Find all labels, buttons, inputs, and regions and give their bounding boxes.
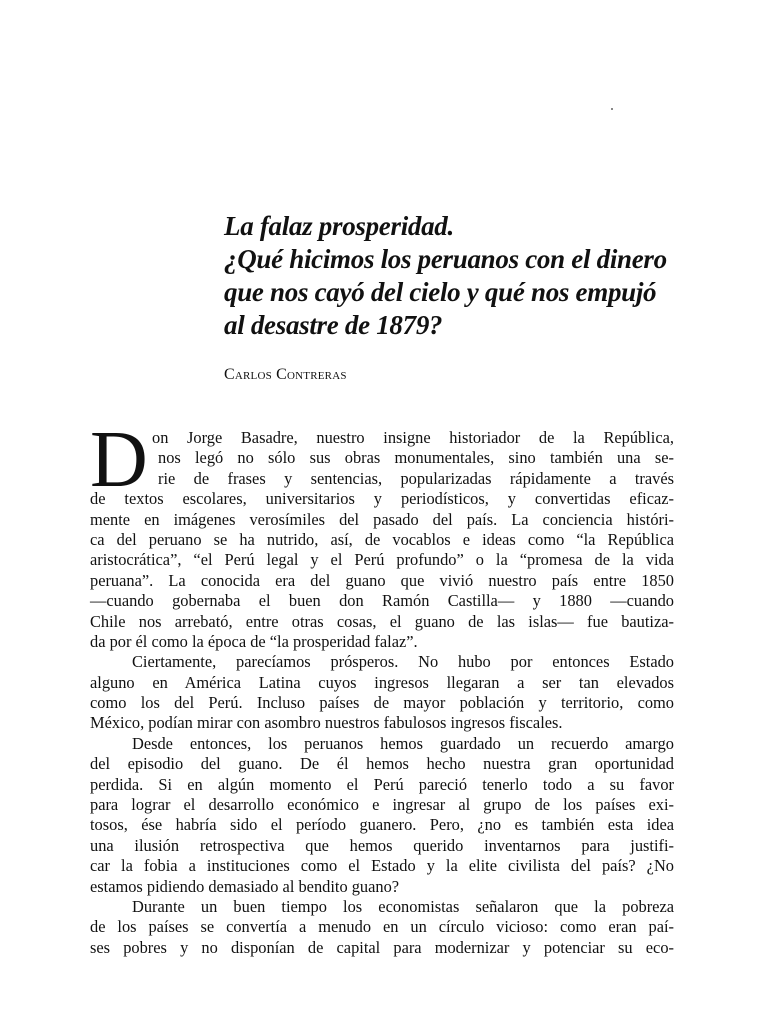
title-line: al desastre de 1879? [224, 310, 443, 340]
body-line: peruana”. La conocida era del guano que vivió nuestro país entre 1850 [90, 570, 674, 590]
body-line: para lograr el desarrollo económico e ingresar al grupo de los países exi- [90, 795, 674, 815]
body-line: estamos pidiendo demasiado al bendito guano? [90, 876, 400, 896]
title-line: La falaz prosperidad. [224, 211, 454, 241]
article-body [90, 416, 674, 958]
page-speck [611, 108, 613, 110]
body-line: de textos escolares, universitarios y periodísticos, y convertidas eficaz- [90, 489, 674, 509]
body-line: rie de frases y sentencias, popularizadas rápidamente a través [158, 468, 674, 488]
body-line: Durante un buen tiempo los economistas señalaron que la pobreza [132, 896, 674, 916]
title-line: ¿Qué hicimos los peruanos con el dinero [224, 244, 667, 274]
body-line: aristocrática”, “el Perú legal y el Perú profundo” o la “promesa de la vida [90, 550, 674, 570]
body-line: México, podían mirar con asombro nuestros fabulosos ingresos fiscales. [90, 713, 563, 733]
body-line: car la fobia a instituciones como el Estado y la elite civilista del país? ¿No [90, 856, 674, 876]
body-line: una ilusión retrospectiva que hemos querido inventarnos para justifi- [90, 835, 674, 855]
body-line: de los países se convertía a menudo en un círculo vicioso: como eran paí- [90, 917, 674, 937]
body-line: ca del peruano se ha nutrido, así, de vocablos e ideas como “la República [90, 529, 674, 549]
body-line: —cuando gobernaba el buen don Ramón Castilla— y 1880 —cuando [90, 591, 674, 611]
body-line: alguno en América Latina cuyos ingresos llegaran a ser tan elevados [90, 672, 674, 692]
body-line: del episodio del guano. De él hemos hecho nuestra gran oportunidad [90, 754, 674, 774]
body-line: on Jorge Basadre, nuestro insigne historiador de la República, [152, 428, 674, 447]
drop-cap: D [90, 416, 148, 504]
body-line: como los del Perú. Incluso países de mayor población y territorio, como [90, 693, 674, 713]
article-title [224, 210, 684, 342]
author-name: Carlos Contreras [224, 366, 347, 383]
body-line: Chile nos arrebató, entre otras cosas, el guano de las islas— fue bautiza- [90, 611, 674, 631]
title-line: que nos cayó del cielo y qué nos empujó [224, 277, 657, 307]
body-line: Desde entonces, los peruanos hemos guardado un recuerdo amargo [132, 733, 674, 753]
body-line: tosos, ése habría sido el período guanero. Pero, ¿no es también esta idea [90, 815, 674, 835]
body-line: ses pobres y no disponían de capital para modernizar y potenciar su eco- [90, 937, 674, 957]
body-line: da por él como la época de “la prosperidad falaz”. [90, 631, 418, 651]
body-line: mente en imágenes verosímiles del pasado del país. La conciencia históri- [90, 509, 674, 529]
body-line: perdida. Si en algún momento el Perú pareció tenerlo todo a su favor [90, 774, 674, 794]
body-line: Ciertamente, parecíamos prósperos. No hubo por entonces Estado [132, 652, 674, 672]
body-line: nos legó no sólo sus obras monumentales, sino también una se- [158, 448, 674, 468]
